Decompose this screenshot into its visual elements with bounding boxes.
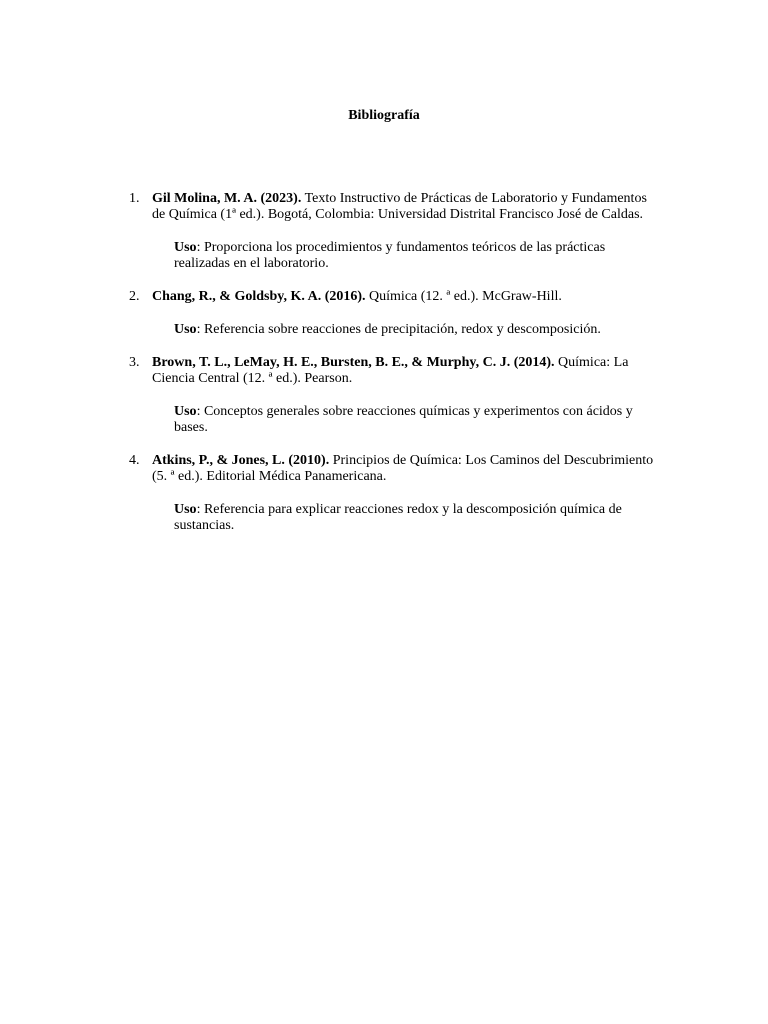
reference-details: Química: La Ciencia Central (12. ª ed.). Pearson. <box>152 355 629 386</box>
reference-authors: Chang, R., & Goldsby, K. A. (2016). <box>152 289 366 304</box>
reference-citation <box>152 191 662 223</box>
reference-use <box>174 404 664 436</box>
reference-number: 1. <box>129 191 140 206</box>
use-text: : Proporciona los procedimientos y fundamentos teóricos de las prácticas realizadas en el laboratorio. <box>174 240 606 271</box>
reference-authors: Atkins, P., & Jones, L. (2010). <box>152 453 330 468</box>
use-label: Uso <box>174 240 197 255</box>
page-title: Bibliografía <box>348 108 420 123</box>
reference-citation <box>152 289 662 305</box>
use-text: : Conceptos generales sobre reacciones químicas y experimentos con ácidos y bases. <box>174 404 633 435</box>
reference-details: Principios de Química: Los Caminos del Descubrimiento (5. ª ed.). Editorial Médica Panamericana. <box>152 453 654 484</box>
reference-number: 4. <box>129 453 140 468</box>
use-label: Uso <box>174 502 197 517</box>
reference-authors: Brown, T. L., LeMay, H. E., Bursten, B. E., & Murphy, C. J. (2014). <box>152 355 555 370</box>
reference-number: 3. <box>129 355 140 370</box>
reference-use <box>174 240 664 272</box>
reference-authors: Gil Molina, M. A. (2023). <box>152 191 302 206</box>
reference-details: Texto Instructivo de Prácticas de Laboratorio y Fundamentos de Química (1ª ed.). Bogotá, Colombia: Universidad Distrital Francisco José de Caldas. <box>152 191 647 222</box>
reference-details: Química (12. ª ed.). McGraw-Hill. <box>369 289 562 304</box>
reference-item <box>0 289 768 338</box>
use-text: : Referencia para explicar reacciones redox y la descomposición química de sustancias. <box>174 502 622 533</box>
reference-list <box>0 191 768 551</box>
reference-citation <box>152 355 662 387</box>
use-label: Uso <box>174 404 197 419</box>
use-text: : Referencia sobre reacciones de precipitación, redox y descomposición. <box>196 322 601 337</box>
reference-item <box>0 453 768 534</box>
reference-use <box>174 322 664 338</box>
reference-item <box>0 355 768 436</box>
use-label: Uso <box>174 322 197 337</box>
reference-item <box>0 191 768 272</box>
reference-number: 2. <box>129 289 140 304</box>
reference-citation <box>152 453 662 485</box>
reference-use <box>174 502 664 534</box>
